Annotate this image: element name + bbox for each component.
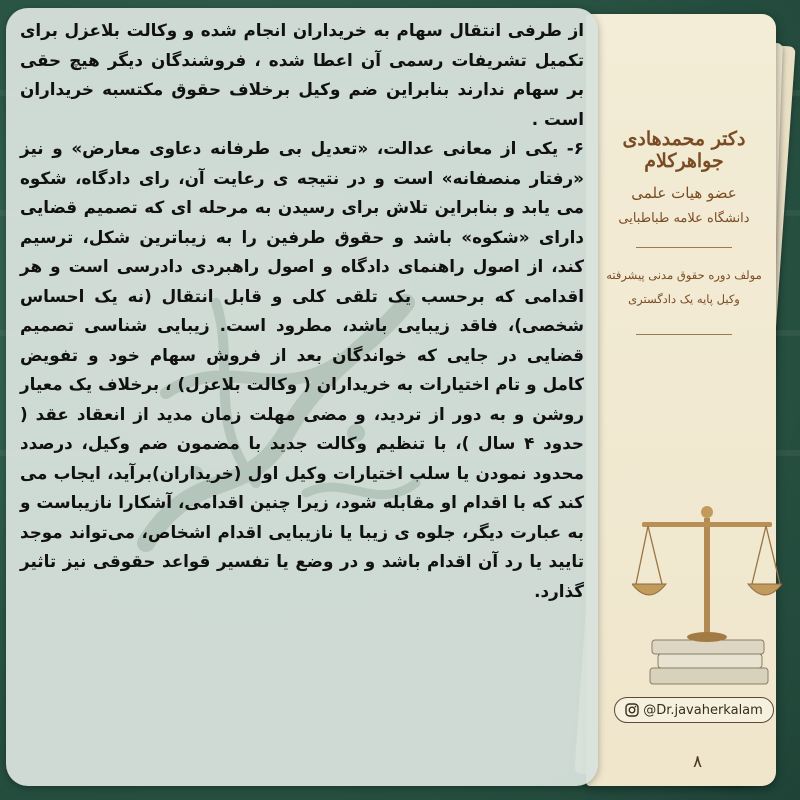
document-body: [20, 16, 584, 606]
paragraph-intro: از طرفی انتقال سهام به خریداران انجام شده و وکالت بلاعزل برای تکمیل تشریفات رسمی آن اعطا شده ، فروشندگان دیگر هیچ حقی بر سهام ندارند بنابراین ضم وکیل برخلاف حقوق مکتسبه خریداران است .: [20, 20, 584, 129]
social-handle-text: @Dr.javaherkalam: [643, 702, 763, 718]
page-number: ۸: [693, 752, 703, 772]
instagram-icon: [625, 703, 639, 717]
author-name: دکتر محمدهادی جواهرکلام: [622, 128, 746, 172]
author-book: مولف دوره حقوق مدنی پیشرفته: [606, 268, 762, 282]
sidebar-divider: [636, 334, 732, 335]
sidebar-divider: [636, 247, 732, 248]
scales-of-justice-icon: [632, 490, 782, 690]
paragraph-point-6: ۶- یکی از معانی عدالت، «تعدیل بی طرفانه دعاوی معارض» و نیز «رفتار منصفانه» است و در نتیجه ی رعایت آن، رای دادگاه، شکوه می یابد و بنابراین تلاش برای رسیدن به مرحله ای که تصمیم قضایی دارای «شکوه» باشد و حقوق طرفین را به زیباترین شکل، ترسیم کند، از اصول راهنمای دادگاه و اصول راهبردی دادرسی است و هر اقدامی که برحسب یک تلقی کلی و قابل انتقال (نه یک احساس شخصی)، فاقد زیبایی باشد، مطرود است. زیبایی شناسی تصمیم قضایی در جایی که خواندگان بعد از فروش سهام خود و تفویض کامل و تام اختیارات به خریداران ( وکالت بلاعزل) ، برخلاف یک معیار روشن و به دور از تردید، و مضی مهلت زمان مدید از انعقاد عقد ( حدود ۴ سال )، با تنظیم وکالت جدید با مضمون ضم وکیل، درصدد محدود نمودن یا سلب اختیارات وکیل اول (خریداران)برآید، ایجاب می کند که با اقدام او مقابله شود، زیرا چنین اقدامی، آشکارا نازیباست و به عبارت دیگر، جلوه ی زیبا یا نازیبایی اقدام اشخاص، می‌تواند موجد تایید یا رد آن اقدام باشد و در وضع یا تفسیر قواعد حقوقی نیز تاثیر گذارد.: [20, 138, 584, 601]
social-handle[interactable]: [614, 697, 774, 723]
text-card: [6, 8, 598, 786]
author-university: دانشگاه علامه طباطبایی: [618, 211, 750, 226]
author-position: عضو هیات علمی: [631, 184, 737, 202]
author-license: وکیل پایه یک دادگستری: [628, 292, 740, 306]
